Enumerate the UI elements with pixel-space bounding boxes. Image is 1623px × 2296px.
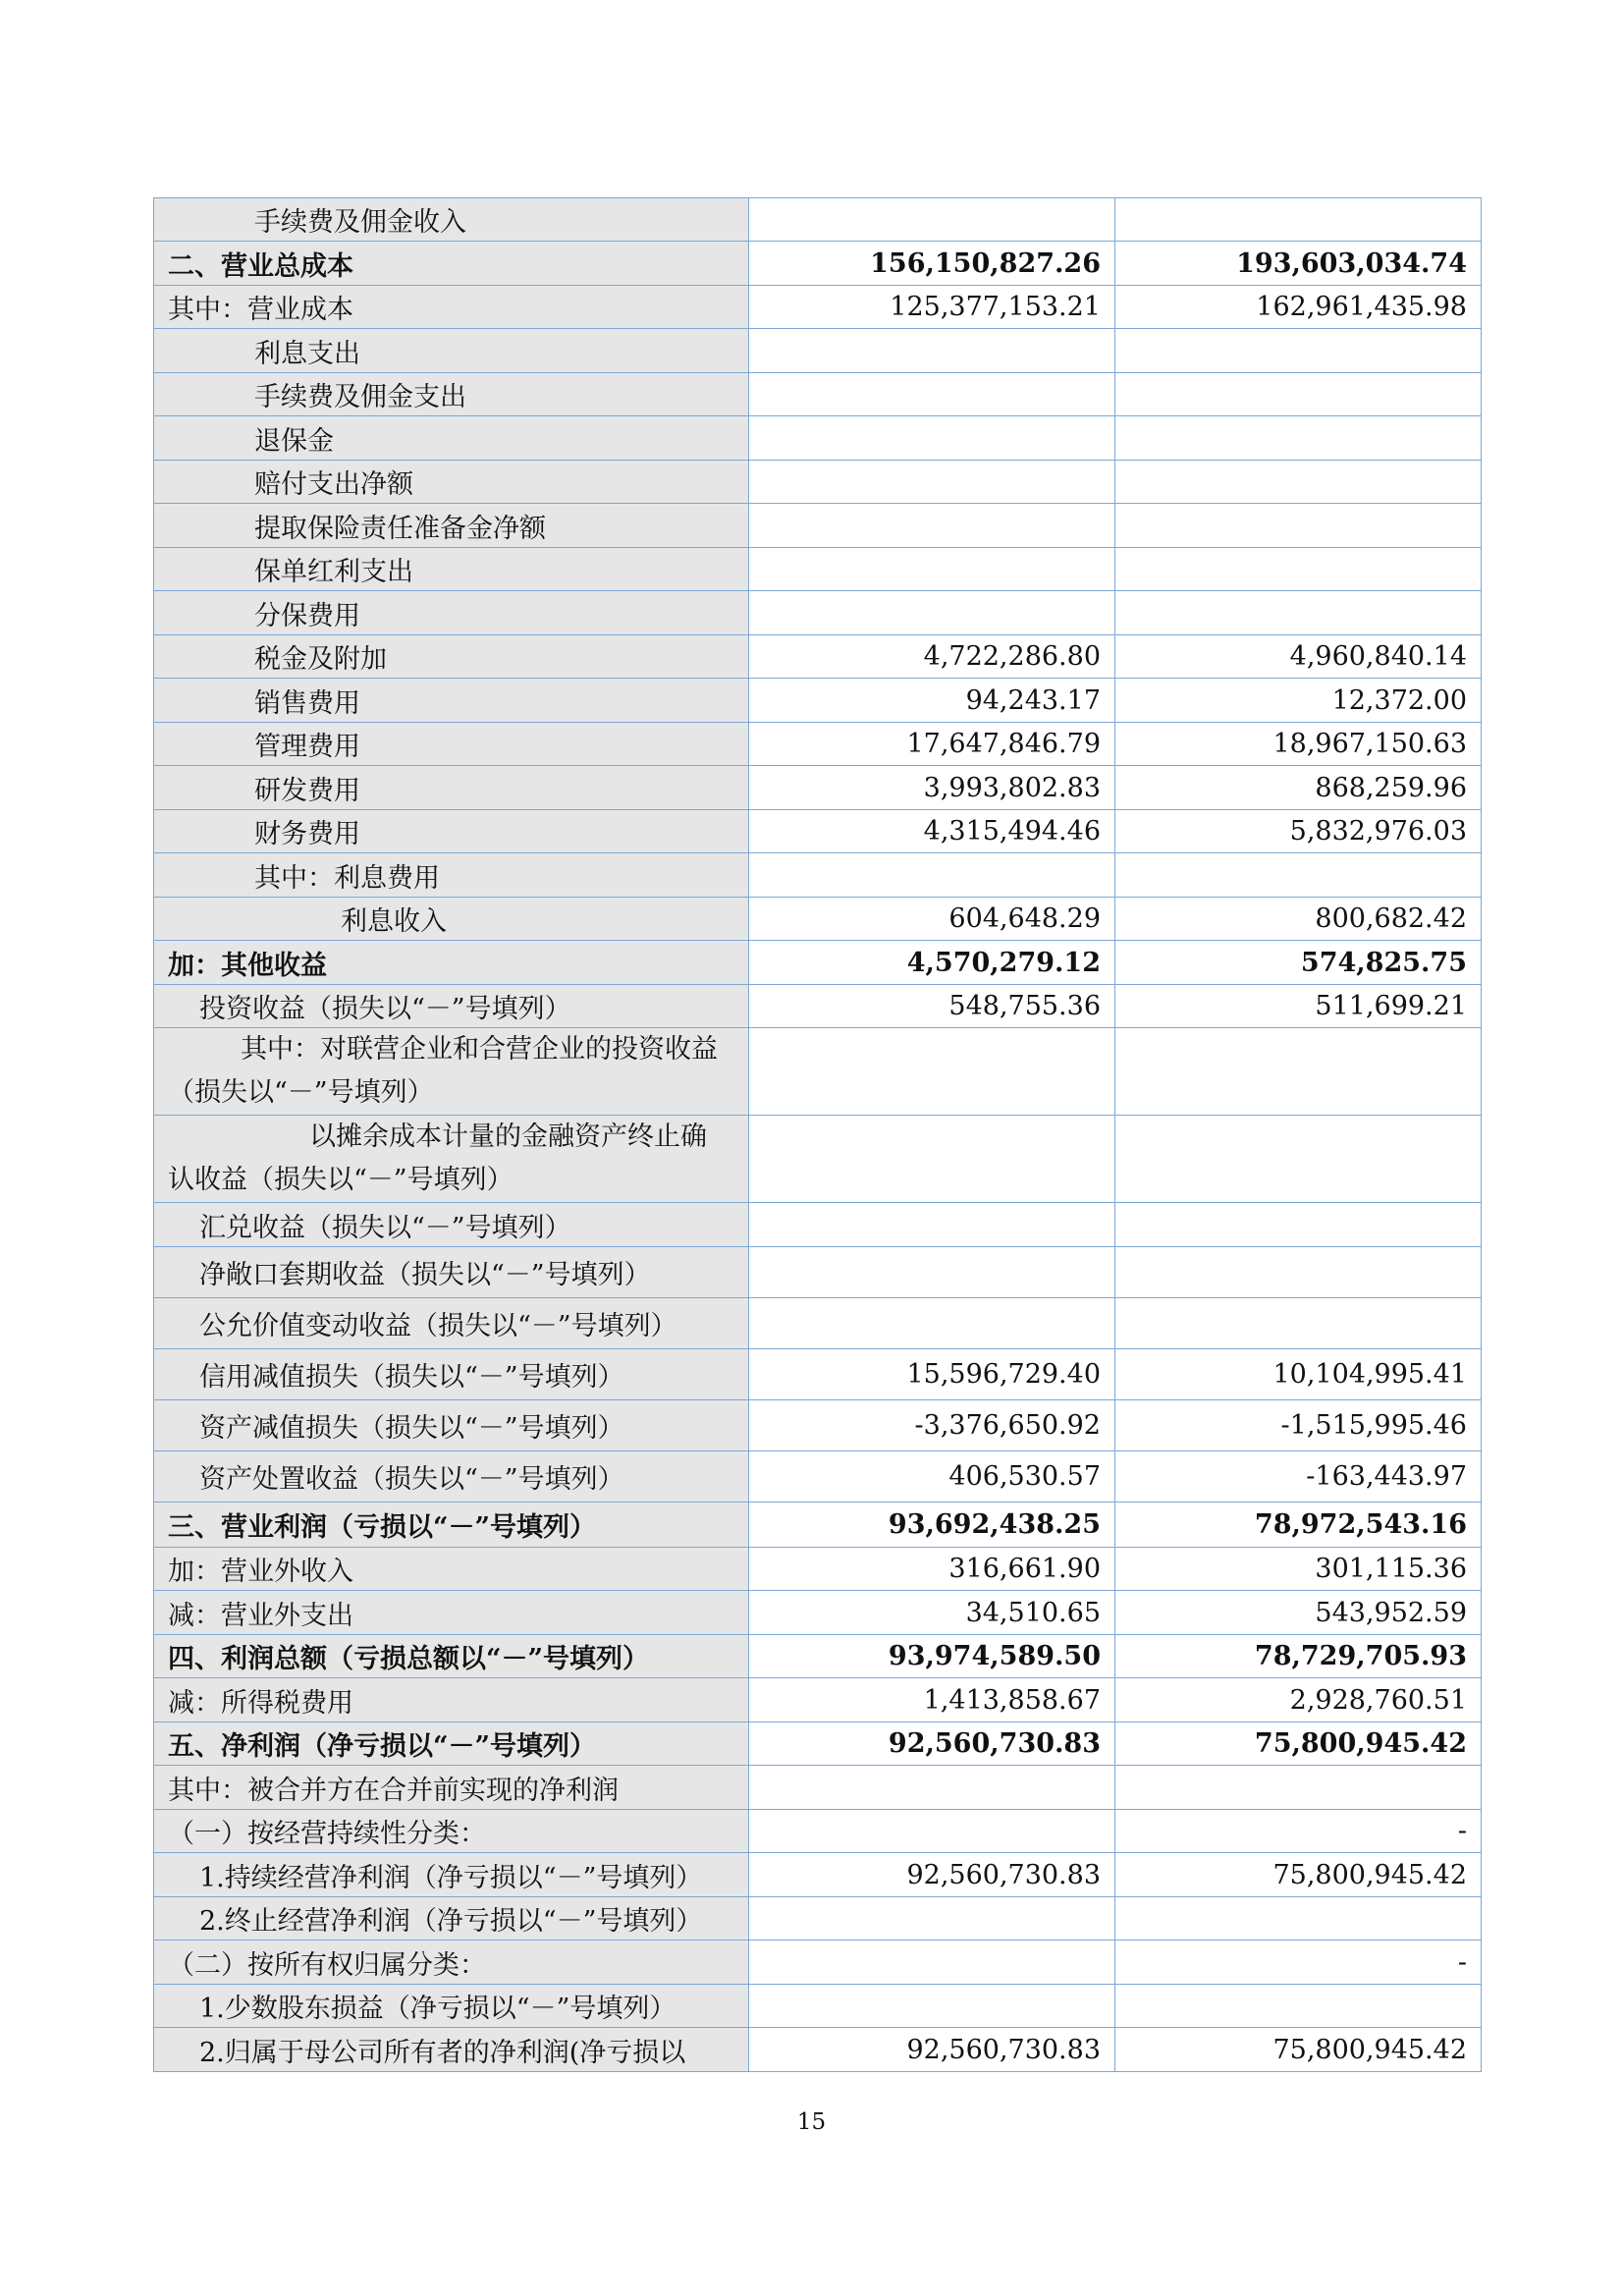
row-label: 加：营业外收入: [154, 1548, 749, 1591]
current-period-amount: [749, 416, 1115, 461]
current-period-amount: 125,377,153.21: [749, 286, 1115, 329]
table-row: [154, 1451, 1482, 1503]
previous-period-amount: 301,115.36: [1115, 1548, 1482, 1591]
current-period-amount: 3,993,802.83: [749, 766, 1115, 810]
previous-period-amount: 868,259.96: [1115, 766, 1482, 810]
current-period-amount: 1,413,858.67: [749, 1678, 1115, 1722]
previous-period-amount: 12,372.00: [1115, 679, 1482, 723]
table-row: [154, 461, 1482, 504]
table-row: [154, 329, 1482, 373]
row-label: 赔付支出净额: [154, 461, 749, 504]
previous-period-amount: 2,928,760.51: [1115, 1678, 1482, 1722]
row-label: 资产减值损失（损失以“－”号填列）: [154, 1400, 749, 1451]
previous-period-amount: [1115, 1985, 1482, 2028]
previous-period-amount: [1115, 1247, 1482, 1298]
row-label: 税金及附加: [154, 635, 749, 679]
table-row: [154, 1722, 1482, 1766]
row-label: 五、净利润（净亏损以“－”号填列）: [154, 1722, 749, 1766]
row-label: 1.少数股东损益（净亏损以“－”号填列）: [154, 1985, 749, 2028]
row-label: 净敞口套期收益（损失以“－”号填列）: [154, 1247, 749, 1298]
previous-period-amount: [1115, 591, 1482, 635]
previous-period-amount: 800,682.42: [1115, 898, 1482, 941]
row-label: 研发费用: [154, 766, 749, 810]
previous-period-amount: 75,800,945.42: [1115, 2028, 1482, 2072]
current-period-amount: 93,692,438.25: [749, 1503, 1115, 1548]
table-row: [154, 941, 1482, 985]
row-label: 汇兑收益（损失以“－”号填列）: [154, 1203, 749, 1247]
table-row: [154, 1203, 1482, 1247]
row-label: 提取保险责任准备金净额: [154, 504, 749, 548]
row-label: 公允价值变动收益（损失以“－”号填列）: [154, 1298, 749, 1349]
previous-period-amount: 574,825.75: [1115, 941, 1482, 985]
current-period-amount: [749, 548, 1115, 591]
current-period-amount: [749, 1941, 1115, 1985]
table-row: [154, 1897, 1482, 1941]
table-row: [154, 898, 1482, 941]
table-row: [154, 985, 1482, 1028]
previous-period-amount: 78,729,705.93: [1115, 1635, 1482, 1678]
current-period-amount: 156,150,827.26: [749, 242, 1115, 286]
previous-period-amount: 4,960,840.14: [1115, 635, 1482, 679]
row-label: 利息支出: [154, 329, 749, 373]
table-row: [154, 1766, 1482, 1810]
row-label: 其中：利息费用: [154, 853, 749, 898]
previous-period-amount: -: [1115, 1810, 1482, 1853]
table-row: [154, 766, 1482, 810]
current-period-amount: [749, 504, 1115, 548]
row-label: 2.终止经营净利润（净亏损以“－”号填列）: [154, 1897, 749, 1941]
current-period-amount: 92,560,730.83: [749, 1722, 1115, 1766]
current-period-amount: 34,510.65: [749, 1591, 1115, 1635]
row-label: 财务费用: [154, 810, 749, 853]
previous-period-amount: 193,603,034.74: [1115, 242, 1482, 286]
row-label: 信用减值损失（损失以“－”号填列）: [154, 1349, 749, 1400]
table-row: [154, 1810, 1482, 1853]
table-row: [154, 1400, 1482, 1451]
previous-period-amount: 5,832,976.03: [1115, 810, 1482, 853]
row-label: 二、营业总成本: [154, 242, 749, 286]
previous-period-amount: [1115, 1116, 1482, 1203]
current-period-amount: 92,560,730.83: [749, 1853, 1115, 1897]
previous-period-amount: [1115, 329, 1482, 373]
current-period-amount: [749, 1810, 1115, 1853]
current-period-amount: [749, 853, 1115, 898]
previous-period-amount: [1115, 373, 1482, 416]
table-row: [154, 1635, 1482, 1678]
income-statement-table: [153, 197, 1482, 2072]
previous-period-amount: 75,800,945.42: [1115, 1853, 1482, 1897]
previous-period-amount: 162,961,435.98: [1115, 286, 1482, 329]
current-period-amount: [749, 1897, 1115, 1941]
row-label: 利息收入: [154, 898, 749, 941]
current-period-amount: -3,376,650.92: [749, 1400, 1115, 1451]
table-row: [154, 723, 1482, 766]
previous-period-amount: [1115, 1897, 1482, 1941]
table-row: [154, 679, 1482, 723]
row-label: 资产处置收益（损失以“－”号填列）: [154, 1451, 749, 1503]
current-period-amount: [749, 591, 1115, 635]
row-label: 加：其他收益: [154, 941, 749, 985]
previous-period-amount: 75,800,945.42: [1115, 1722, 1482, 1766]
previous-period-amount: [1115, 1298, 1482, 1349]
previous-period-amount: 18,967,150.63: [1115, 723, 1482, 766]
current-period-amount: [749, 1203, 1115, 1247]
row-label: 投资收益（损失以“－”号填列）: [154, 985, 749, 1028]
current-period-amount: 15,596,729.40: [749, 1349, 1115, 1400]
row-label: （一）按经营持续性分类：: [154, 1810, 749, 1853]
current-period-amount: [749, 198, 1115, 242]
current-period-amount: 4,722,286.80: [749, 635, 1115, 679]
table-row: [154, 1548, 1482, 1591]
previous-period-amount: -1,515,995.46: [1115, 1400, 1482, 1451]
table-row: [154, 373, 1482, 416]
previous-period-amount: [1115, 1766, 1482, 1810]
row-label: 三、营业利润（亏损以“－”号填列）: [154, 1503, 749, 1548]
current-period-amount: 548,755.36: [749, 985, 1115, 1028]
table-row: [154, 591, 1482, 635]
current-period-amount: 406,530.57: [749, 1451, 1115, 1503]
current-period-amount: 4,570,279.12: [749, 941, 1115, 985]
page-number: 15: [796, 2109, 827, 2135]
table-row: [154, 1853, 1482, 1897]
row-label-line2: （损失以“－”号填列）: [168, 1077, 434, 1108]
previous-period-amount: [1115, 1203, 1482, 1247]
table-row: [154, 810, 1482, 853]
table-row: [154, 1247, 1482, 1298]
current-period-amount: [749, 1766, 1115, 1810]
table-row: [154, 1298, 1482, 1349]
table-row: [154, 1116, 1482, 1203]
previous-period-amount: [1115, 1028, 1482, 1116]
row-label: 手续费及佣金收入: [154, 198, 749, 242]
row-label: [154, 1116, 749, 1203]
table-row: [154, 242, 1482, 286]
current-period-amount: [749, 329, 1115, 373]
current-period-amount: 17,647,846.79: [749, 723, 1115, 766]
table-row: [154, 853, 1482, 898]
row-label: [154, 1028, 749, 1116]
row-label: 其中：营业成本: [154, 286, 749, 329]
table-row: [154, 548, 1482, 591]
table-row: [154, 286, 1482, 329]
row-label: 销售费用: [154, 679, 749, 723]
table-row: [154, 1349, 1482, 1400]
previous-period-amount: [1115, 504, 1482, 548]
row-label: 管理费用: [154, 723, 749, 766]
row-label: 减：营业外支出: [154, 1591, 749, 1635]
previous-period-amount: [1115, 853, 1482, 898]
current-period-amount: [749, 461, 1115, 504]
table-row: [154, 2028, 1482, 2072]
table-row: [154, 1678, 1482, 1722]
table-row: [154, 1503, 1482, 1548]
table-row: [154, 416, 1482, 461]
current-period-amount: [749, 1247, 1115, 1298]
previous-period-amount: 78,972,543.16: [1115, 1503, 1482, 1548]
current-period-amount: [749, 1298, 1115, 1349]
table-row: [154, 504, 1482, 548]
current-period-amount: 93,974,589.50: [749, 1635, 1115, 1678]
row-label: 保单红利支出: [154, 548, 749, 591]
row-label-line1: 以摊余成本计量的金融资产终止确: [309, 1121, 707, 1152]
row-label: 分保费用: [154, 591, 749, 635]
table-row: [154, 1941, 1482, 1985]
table-row: [154, 1591, 1482, 1635]
current-period-amount: [749, 1116, 1115, 1203]
previous-period-amount: [1115, 198, 1482, 242]
row-label: 手续费及佣金支出: [154, 373, 749, 416]
previous-period-amount: 543,952.59: [1115, 1591, 1482, 1635]
previous-period-amount: [1115, 461, 1482, 504]
previous-period-amount: [1115, 416, 1482, 461]
previous-period-amount: 10,104,995.41: [1115, 1349, 1482, 1400]
row-label-line1: 其中：对联营企业和合营企业的投资收益: [241, 1034, 718, 1065]
table-row: [154, 635, 1482, 679]
row-label: 减：所得税费用: [154, 1678, 749, 1722]
current-period-amount: 316,661.90: [749, 1548, 1115, 1591]
current-period-amount: 94,243.17: [749, 679, 1115, 723]
current-period-amount: 604,648.29: [749, 898, 1115, 941]
row-label: 四、利润总额（亏损总额以“－”号填列）: [154, 1635, 749, 1678]
previous-period-amount: 511,699.21: [1115, 985, 1482, 1028]
previous-period-amount: -163,443.97: [1115, 1451, 1482, 1503]
row-label: 2.归属于母公司所有者的净利润(净亏损以: [154, 2028, 749, 2072]
current-period-amount: [749, 1985, 1115, 2028]
row-label: 1.持续经营净利润（净亏损以“－”号填列）: [154, 1853, 749, 1897]
table-row: [154, 1985, 1482, 2028]
table-row: [154, 198, 1482, 242]
previous-period-amount: [1115, 548, 1482, 591]
row-label: （二）按所有权归属分类：: [154, 1941, 749, 1985]
current-period-amount: [749, 1028, 1115, 1116]
current-period-amount: 92,560,730.83: [749, 2028, 1115, 2072]
row-label: 退保金: [154, 416, 749, 461]
current-period-amount: 4,315,494.46: [749, 810, 1115, 853]
row-label: 其中：被合并方在合并前实现的净利润: [154, 1766, 749, 1810]
previous-period-amount: -: [1115, 1941, 1482, 1985]
current-period-amount: [749, 373, 1115, 416]
table-row: [154, 1028, 1482, 1116]
row-label-line2: 认收益（损失以“－”号填列）: [168, 1165, 514, 1195]
